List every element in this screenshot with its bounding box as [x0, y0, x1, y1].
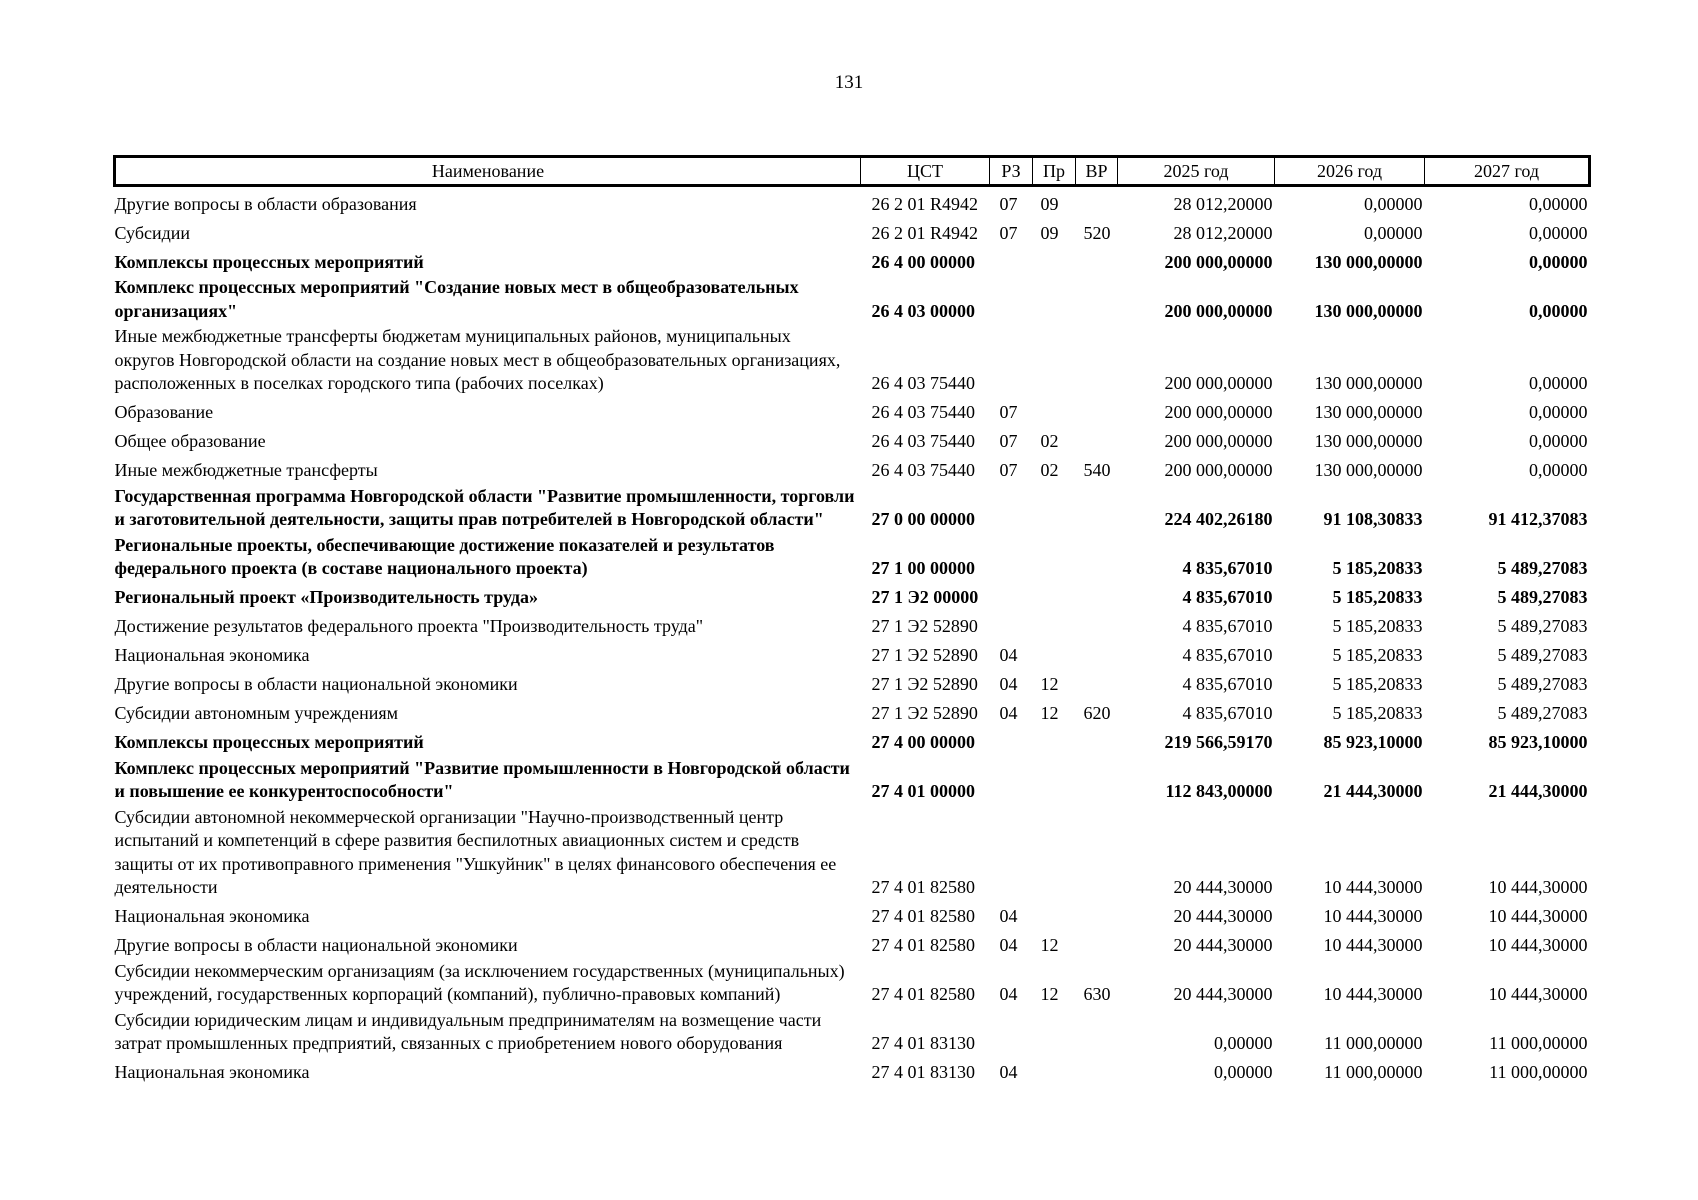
cell-pr	[1033, 639, 1076, 668]
header-2025: 2025 год	[1118, 157, 1275, 186]
cell-vr	[1076, 425, 1118, 454]
cell-2026: 130 000,00000	[1314, 251, 1423, 272]
cell-name: Образование	[114, 402, 214, 422]
cell-2026: 5 185,20833	[1332, 587, 1423, 607]
cell-cst: 26 4 03 75440	[871, 402, 975, 422]
table-body	[115, 186, 1590, 1085]
cell-2026: 5 185,20833	[1332, 645, 1423, 665]
cell-vr	[1076, 1007, 1118, 1056]
cell-cst: 27 1 Э2 52890	[871, 616, 978, 636]
cell-name: Субсидии автономной некоммерческой организации "Научно-производственный центр испытаний и компетенций в сфере развития беспилотных авиационных систем и средств защиты от их противоправного применения "Ушкуйник" в целях финансового обеспечения ее деятельности	[114, 806, 837, 897]
cell-2026: 10 444,30000	[1323, 877, 1423, 897]
cell-name: Субсидии автономным учреждениям	[114, 703, 399, 723]
cell-cst: 27 1 00 00000	[871, 558, 975, 578]
cell-pr	[1033, 245, 1076, 274]
table-row	[115, 804, 1590, 900]
cell-2027: 10 444,30000	[1488, 984, 1588, 1004]
cell-2025: 20 444,30000	[1173, 984, 1273, 1004]
cell-vr	[1076, 804, 1118, 900]
cell-pr: 12	[1040, 984, 1059, 1004]
cell-2027: 0,00000	[1529, 251, 1588, 272]
cell-2025: 20 444,30000	[1173, 877, 1273, 897]
cell-name: Комплексы процессных мероприятий	[114, 732, 424, 752]
cell-pr	[1033, 726, 1076, 755]
cell-2027: 5 489,27083	[1497, 674, 1588, 694]
cell-rz: 04	[999, 674, 1018, 694]
cell-2025: 4 835,67010	[1182, 558, 1273, 578]
cell-2025: 200 000,00000	[1164, 373, 1273, 393]
cell-2027: 0,00000	[1529, 373, 1588, 393]
cell-name: Национальная экономика	[114, 1062, 310, 1082]
cell-2027: 0,00000	[1529, 300, 1588, 321]
cell-2026: 130 000,00000	[1314, 431, 1423, 451]
cell-2025: 219 566,59170	[1164, 732, 1273, 752]
cell-name: Субсидии некоммерческим организациям (за исключением государственных (муниципальных) учреждений, государственных корпораций (компаний), публично-правовых компаний)	[114, 960, 845, 1004]
table-row	[115, 396, 1590, 425]
cell-2025: 0,00000	[1214, 1033, 1273, 1053]
cell-2027: 10 444,30000	[1488, 935, 1588, 955]
cell-2025: 4 835,67010	[1182, 703, 1273, 723]
cell-name: Субсидии	[114, 222, 191, 243]
cell-rz	[990, 323, 1033, 396]
cell-2026: 130 000,00000	[1314, 402, 1423, 422]
cell-2026: 5 185,20833	[1332, 703, 1423, 723]
cell-name: Другие вопросы в области национальной экономики	[114, 935, 518, 955]
cell-pr	[1033, 532, 1076, 581]
header-vr: ВР	[1076, 157, 1118, 186]
table-row	[115, 1007, 1590, 1056]
cell-rz	[990, 726, 1033, 755]
cell-cst: 27 1 Э2 52890	[871, 674, 978, 694]
cell-cst: 27 4 01 82580	[871, 906, 975, 926]
cell-pr	[1033, 1007, 1076, 1056]
cell-rz: 04	[999, 935, 1018, 955]
table-row	[115, 245, 1590, 274]
header-rz: РЗ	[990, 157, 1033, 186]
table-row	[115, 958, 1590, 1007]
cell-2027: 11 000,00000	[1489, 1033, 1588, 1053]
cell-name: Другие вопросы в области образования	[114, 193, 417, 214]
table-header	[115, 157, 1590, 186]
cell-vr: 620	[1083, 703, 1111, 723]
cell-pr: 02	[1040, 431, 1059, 451]
cell-2026: 5 185,20833	[1332, 558, 1423, 578]
cell-cst: 27 4 00 00000	[871, 732, 975, 752]
cell-2027: 5 489,27083	[1497, 587, 1588, 607]
cell-rz	[990, 245, 1033, 274]
cell-vr	[1076, 900, 1118, 929]
cell-vr	[1076, 1056, 1118, 1085]
cell-name: Другие вопросы в области национальной экономики	[114, 674, 518, 694]
cell-2027: 91 412,37083	[1488, 509, 1588, 529]
cell-pr	[1033, 274, 1076, 323]
cell-name: Национальная экономика	[114, 906, 310, 926]
cell-vr	[1076, 396, 1118, 425]
cell-2025: 200 000,00000	[1164, 431, 1273, 451]
cell-pr: 09	[1040, 193, 1059, 214]
cell-cst: 27 4 01 82580	[871, 877, 975, 897]
cell-cst: 27 1 Э2 52890	[871, 703, 978, 723]
cell-2025: 4 835,67010	[1182, 587, 1273, 607]
cell-2025: 200 000,00000	[1164, 251, 1273, 272]
cell-2025: 28 012,20000	[1173, 193, 1273, 214]
cell-pr	[1033, 610, 1076, 639]
cell-vr: 520	[1083, 222, 1111, 243]
table-row	[115, 697, 1590, 726]
table-row	[115, 216, 1590, 245]
table-row	[115, 581, 1590, 610]
cell-2027: 10 444,30000	[1488, 877, 1588, 897]
cell-rz	[990, 532, 1033, 581]
cell-name: Региональный проект «Производительность труда»	[114, 587, 538, 607]
table-row	[115, 425, 1590, 454]
page-number: 131	[834, 72, 864, 93]
cell-2027: 5 489,27083	[1497, 616, 1588, 636]
cell-2026: 10 444,30000	[1323, 984, 1423, 1004]
cell-2025: 224 402,26180	[1164, 509, 1273, 529]
cell-2026: 21 444,30000	[1323, 781, 1423, 801]
table-row	[115, 929, 1590, 958]
cell-cst: 26 4 00 00000	[871, 251, 975, 272]
cell-name: Достижение результатов федерального проекта "Производительность труда"	[114, 616, 704, 636]
cell-pr	[1033, 581, 1076, 610]
cell-cst: 26 2 01 R4942	[871, 193, 979, 214]
table-row	[115, 274, 1590, 323]
cell-rz	[990, 274, 1033, 323]
cell-2027: 0,00000	[1529, 222, 1588, 243]
cell-name: Субсидии юридическим лицам и индивидуальным предпринимателям на возмещение части затрат промышленных предприятий, связанных с приобретением нового оборудования	[114, 1009, 822, 1053]
cell-cst: 27 4 01 00000	[871, 781, 975, 801]
header-2027: 2027 год	[1425, 157, 1590, 186]
header-name: Наименование	[115, 157, 861, 186]
cell-2027: 11 000,00000	[1489, 1062, 1588, 1082]
table-row	[115, 900, 1590, 929]
cell-vr	[1076, 726, 1118, 755]
cell-vr	[1076, 274, 1118, 323]
cell-cst: 26 4 03 75440	[871, 373, 975, 393]
cell-cst: 27 4 01 82580	[871, 935, 975, 955]
cell-name: Региональные проекты, обеспечивающие достижение показателей и результатов федерального проекта (в составе национального проекта)	[114, 534, 775, 578]
table-row	[115, 1056, 1590, 1085]
budget-table-container	[113, 155, 1588, 1085]
cell-cst: 27 0 00 00000	[871, 509, 975, 529]
cell-vr	[1076, 581, 1118, 610]
cell-cst: 27 4 01 82580	[871, 984, 975, 1004]
cell-2026: 5 185,20833	[1332, 674, 1423, 694]
cell-cst: 26 2 01 R4942	[871, 222, 979, 243]
cell-rz: 07	[999, 460, 1018, 480]
header-pr: Пр	[1033, 157, 1076, 186]
cell-rz	[990, 755, 1033, 804]
cell-cst: 27 4 01 83130	[871, 1033, 975, 1053]
cell-vr	[1076, 245, 1118, 274]
header-2026: 2026 год	[1275, 157, 1425, 186]
cell-2027: 0,00000	[1529, 431, 1588, 451]
cell-vr	[1076, 668, 1118, 697]
cell-2025: 20 444,30000	[1173, 906, 1273, 926]
table-row	[115, 483, 1590, 532]
table-row	[115, 323, 1590, 396]
table-row	[115, 454, 1590, 483]
cell-rz: 04	[999, 703, 1018, 723]
cell-2027: 21 444,30000	[1488, 781, 1588, 801]
cell-2026: 11 000,00000	[1324, 1062, 1423, 1082]
cell-pr	[1033, 900, 1076, 929]
cell-rz	[990, 610, 1033, 639]
cell-pr	[1033, 396, 1076, 425]
cell-rz: 04	[999, 645, 1018, 665]
cell-pr	[1033, 323, 1076, 396]
cell-cst: 26 4 03 75440	[871, 460, 975, 480]
cell-cst: 27 1 Э2 00000	[871, 587, 979, 607]
cell-2025: 112 843,00000	[1165, 781, 1273, 801]
cell-name: Комплексы процессных мероприятий	[114, 251, 424, 272]
table-row	[115, 610, 1590, 639]
cell-pr: 02	[1040, 460, 1059, 480]
cell-rz: 07	[999, 222, 1018, 243]
cell-2025: 4 835,67010	[1182, 616, 1273, 636]
cell-name: Общее образование	[114, 431, 266, 451]
cell-vr	[1076, 929, 1118, 958]
cell-2027: 5 489,27083	[1497, 645, 1588, 665]
budget-table	[113, 155, 1591, 1085]
cell-rz: 04	[999, 1062, 1018, 1082]
cell-rz: 04	[999, 906, 1018, 926]
cell-vr	[1076, 610, 1118, 639]
table-row	[115, 755, 1590, 804]
cell-vr	[1076, 186, 1118, 217]
cell-cst: 27 4 01 83130	[871, 1062, 975, 1082]
cell-vr	[1076, 532, 1118, 581]
cell-vr	[1076, 483, 1118, 532]
table-row	[115, 726, 1590, 755]
table-row	[115, 186, 1590, 217]
cell-2025: 200 000,00000	[1164, 460, 1273, 480]
table-row	[115, 639, 1590, 668]
cell-cst: 26 4 03 75440	[871, 431, 975, 451]
table-row	[115, 532, 1590, 581]
cell-vr: 540	[1083, 460, 1111, 480]
table-row	[115, 668, 1590, 697]
cell-2026: 0,00000	[1364, 193, 1423, 214]
cell-pr	[1033, 755, 1076, 804]
cell-2026: 0,00000	[1364, 222, 1423, 243]
cell-pr: 12	[1040, 935, 1059, 955]
cell-rz	[990, 581, 1033, 610]
cell-2027: 85 923,10000	[1488, 732, 1588, 752]
cell-pr	[1033, 804, 1076, 900]
cell-2027: 0,00000	[1529, 402, 1588, 422]
cell-pr	[1033, 1056, 1076, 1085]
cell-2025: 20 444,30000	[1173, 935, 1273, 955]
cell-2026: 10 444,30000	[1323, 906, 1423, 926]
cell-name: Комплекс процессных мероприятий "Развитие промышленности в Новгородской области и повышение ее конкурентоспособности"	[114, 757, 850, 801]
cell-pr: 12	[1040, 703, 1059, 723]
cell-rz	[990, 483, 1033, 532]
cell-2027: 5 489,27083	[1497, 558, 1588, 578]
cell-2027: 0,00000	[1529, 193, 1588, 214]
cell-rz	[990, 804, 1033, 900]
cell-vr	[1076, 323, 1118, 396]
cell-vr: 630	[1083, 984, 1111, 1004]
cell-2026: 130 000,00000	[1314, 300, 1423, 321]
cell-2025: 4 835,67010	[1182, 645, 1273, 665]
cell-pr: 09	[1040, 222, 1059, 243]
cell-vr	[1076, 639, 1118, 668]
cell-2027: 0,00000	[1529, 460, 1588, 480]
cell-2026: 85 923,10000	[1323, 732, 1423, 752]
cell-2025: 28 012,20000	[1173, 222, 1273, 243]
cell-2026: 10 444,30000	[1323, 935, 1423, 955]
cell-name: Национальная экономика	[114, 645, 310, 665]
header-cst: ЦСТ	[861, 157, 990, 186]
cell-2026: 5 185,20833	[1332, 616, 1423, 636]
cell-2025: 200 000,00000	[1164, 300, 1273, 321]
cell-cst: 27 1 Э2 52890	[871, 645, 978, 665]
cell-rz: 04	[999, 984, 1018, 1004]
cell-2025: 0,00000	[1214, 1062, 1273, 1082]
cell-2026: 130 000,00000	[1314, 373, 1423, 393]
cell-rz: 07	[999, 431, 1018, 451]
cell-2026: 91 108,30833	[1323, 509, 1423, 529]
cell-name: Комплекс процессных мероприятий "Создание новых мест в общеобразовательных организациях"	[114, 277, 799, 321]
cell-rz: 07	[999, 193, 1018, 214]
cell-pr: 12	[1040, 674, 1059, 694]
cell-2025: 200 000,00000	[1164, 402, 1273, 422]
cell-2027: 10 444,30000	[1488, 906, 1588, 926]
cell-vr	[1076, 755, 1118, 804]
cell-2027: 5 489,27083	[1497, 703, 1588, 723]
cell-name: Иные межбюджетные трансферты бюджетам муниципальных районов, муниципальных округов Новгородской области на создание новых мест в общеобразовательных организациях, расположенных в поселках городского типа (рабочих поселках)	[114, 326, 841, 393]
cell-pr	[1033, 483, 1076, 532]
cell-name: Иные межбюджетные трансферты	[114, 460, 378, 480]
cell-name: Государственная программа Новгородской области "Развитие промышленности, торговли и заготовительной деятельности, защиты прав потребителей в Новгородской области"	[114, 485, 855, 529]
cell-rz	[990, 1007, 1033, 1056]
cell-2026: 11 000,00000	[1324, 1033, 1423, 1053]
cell-rz: 07	[999, 402, 1018, 422]
cell-cst: 26 4 03 00000	[871, 300, 975, 321]
cell-2025: 4 835,67010	[1182, 674, 1273, 694]
cell-2026: 130 000,00000	[1314, 460, 1423, 480]
